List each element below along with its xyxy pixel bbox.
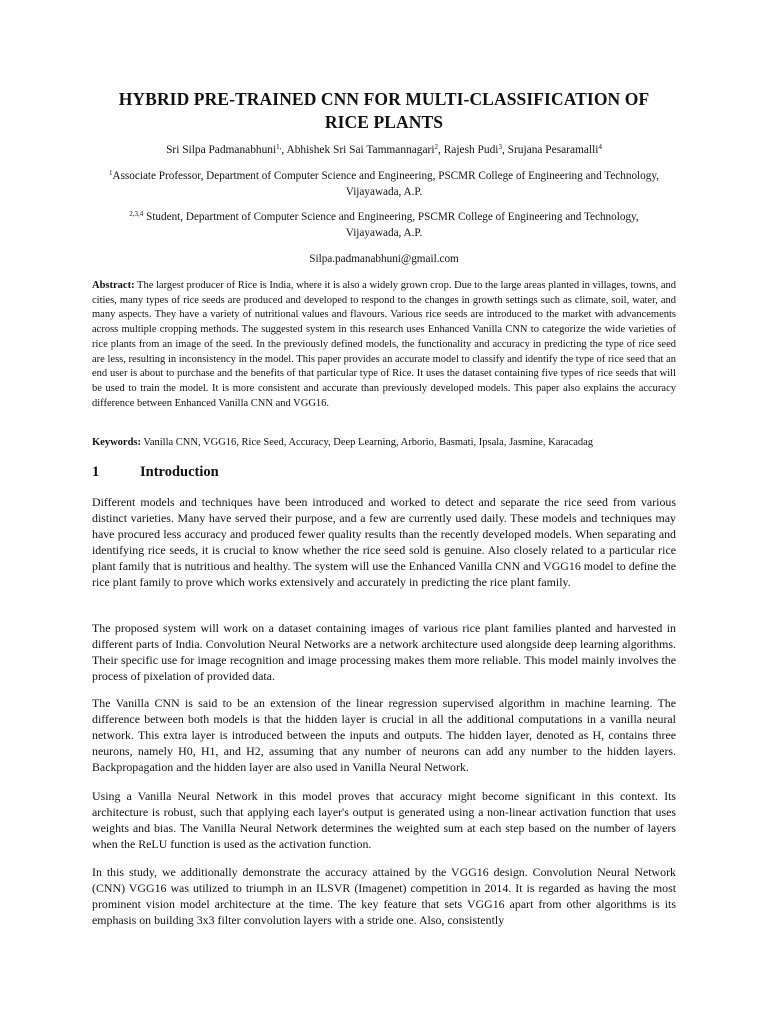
affiliation-2 <box>90 210 678 241</box>
author-superscript: 3 <box>498 143 502 151</box>
affiliation-line: Vijayawada, A.P. <box>345 226 423 239</box>
affiliation-1 <box>90 169 678 200</box>
body-paragraph: In this study, we additionally demonstrate the accuracy attained by the VGG16 design. Convolution Neural Network (CNN) VGG16 was utilized to triumph in an ILSVR (Imagenet) competition in 2014. It is regarded as having the most prominent vision model architecture at the time. The key feature that sets VGG16 apart from other algorithms is its emphasis on building 3x3 filter convolution layers with a stride one. Also, consistently <box>92 865 676 928</box>
paper-title-line-2: RICE PLANTS <box>324 112 444 132</box>
paper-title-line-1: HYBRID PRE-TRAINED CNN FOR MULTI-CLASSIFICATION OF <box>118 89 650 109</box>
section-title: Introduction <box>140 464 219 480</box>
paper-title <box>90 88 678 134</box>
affiliation-superscript: 2,3,4 <box>129 210 144 218</box>
author-name: Rajesh Pudi <box>443 144 499 156</box>
body-paragraph: The proposed system will work on a dataset containing images of various rice plant families planted and harvested in different parts of India. Convolution Neural Networks are a network architecture used alongside deep learning algorithms. Their specific use for image recognition and image processing makes them more reliable. This model mainly involves the process of pixelation of provided data. <box>92 621 676 684</box>
body-paragraph: Different models and techniques have been introduced and worked to detect and separate the rice seed from various distinct varieties. Many have served their purpose, and a few are currently used daily. These models and techniques may have procured less accuracy and produced fewer quality results than the recently developed models. When separating and identifying rice seeds, it is crucial to know whether the rice seed sold is genuine. Also closely related to a particular rice plant family that is nutritious and healthy. The system will use the Enhanced Vanilla CNN and VGG16 model to define the rice plant family to prove which works extensively and accurately in predicting the rice plant family. <box>92 495 676 590</box>
affiliation-superscript: 1 <box>108 169 113 177</box>
keywords-label: Keywords: <box>92 437 141 448</box>
author-superscript: 2 <box>434 143 438 151</box>
body-paragraph: Using a Vanilla Neural Network in this model proves that accuracy might become significant in this context. Its architecture is robust, such that applying each layer's output is generated using a non-linear activation function that uses weights and bias. The Vanilla Neural Network determines the weighted sum at each step based on the number of layers when the ReLU function is used as the activation function. <box>92 789 676 852</box>
author-superscript: 4 <box>598 143 602 151</box>
body-paragraph: The Vanilla CNN is said to be an extension of the linear regression supervised algorithm in machine learning. The difference between both models is that the hidden layer is crucial in all the additional computations in a vanilla neural network. This extra layer is introduced between the inputs and outputs. The hidden layer, denoted as H, contains three neurons, namely H0, H1, and H2, assuming that any number of neurons can add any number to the hidden layers. Backpropagation and the hidden layer are also used in Vanilla Neural Network. <box>92 696 676 775</box>
section-number: 1 <box>92 464 100 480</box>
author-name: Abhishek Sri Sai Tammannagari <box>286 144 435 156</box>
author-email: Silpa.padmanabhuni@gmail.com <box>309 253 459 265</box>
keywords <box>92 436 676 450</box>
author-separator: , <box>281 144 287 156</box>
abstract <box>92 279 676 411</box>
author-list <box>60 143 708 157</box>
keywords-text: Vanilla CNN, VGG16, Rice Seed, Accuracy, Deep Learning, Arborio, Basmati, Ipsala, Jasmine, Karacadag <box>141 437 594 448</box>
author-separator: , <box>501 144 508 156</box>
affiliation-line: Vijayawada, A.P. <box>345 185 423 198</box>
author-name: Srujana Pesaramalli <box>507 144 599 156</box>
section-heading <box>92 463 219 481</box>
author-superscript: 1, <box>276 143 282 151</box>
author-name: Sri Silpa Padmanabhuni <box>166 144 277 156</box>
author-separator: , <box>438 144 444 156</box>
abstract-label: Abstract: <box>92 280 135 291</box>
affiliation-line: Student, Department of Computer Science and Engineering, PSCMR College of Engineering and Technology, <box>143 211 639 223</box>
affiliation-line: Associate Professor, Department of Computer Science and Engineering, PSCMR College of Engineering and Technology, <box>112 170 660 182</box>
abstract-text: The largest producer of Rice is India, where it is also a widely grown crop. Due to the large areas planted in villages, towns, and cities, many types of rice seeds are produced and developed to respond to the changes in growth settings such as climate, soil, water, and many aspects. They have a variety of nutritional values and flavours. Various rice seeds are introduced to the market with advancements across multiple cropping methods. The suggested system in this research uses Enhanced Vanilla CNN to categorize the wide varieties of rice plants from an image of the seed. In the previously defined models, the functionality and accuracy in predicting the type of rice seed are less, resulting in inconsistency in the model. This paper provides an accurate model to classify and identify the type of rice seed that an end user is about to purchase and the benefits of that particular type of Rice. It uses the dataset containing five types of rice seeds that will be used to train the model. It is more consistent and accurate than previously developed models. This paper also explains the accuracy difference between Enhanced Vanilla CNN and VGG16. <box>92 280 676 409</box>
